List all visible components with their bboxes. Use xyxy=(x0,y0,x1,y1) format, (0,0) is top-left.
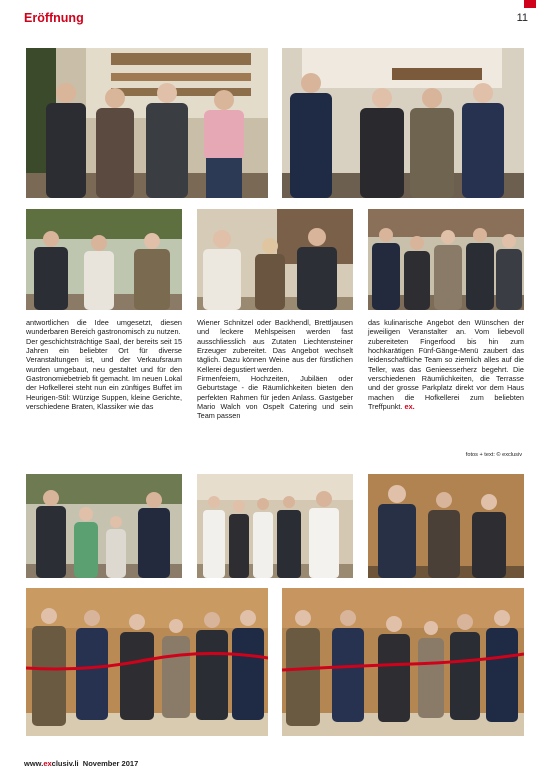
article-col1-paragraph-1: antwortlichen die Idee umgesetzt, diesen wunderbaren Bereich gastronomisch zu nutzen. xyxy=(26,318,182,337)
photo-three-guests-wood xyxy=(368,474,524,578)
article-col2-paragraph-2: Firmenfeiern, Hochzeiten, Jubiläen oder Geburtstage - die Räumlichkeiten bieten den perfekten Rahmen für jeden Anlass. Gastgeber Mario Walch von Ospelt Catering und sein Team passen xyxy=(197,374,353,421)
footer-url-prefix: www. xyxy=(24,759,44,768)
article-col3-paragraph-1 xyxy=(368,318,524,411)
page-corner-marker xyxy=(524,0,536,8)
article-column-2 xyxy=(197,318,353,421)
photo-group-four-people xyxy=(26,48,268,198)
photo-credit: fotos + text: © exclusiv xyxy=(465,452,522,458)
article-col3-text: das kulinarische Angebot den Wünschen der jeweiligen Veranstalter an. Vom liebevoll zubereiteten Fingerfood bis hin zum hochkarätigen Fünf-Gänge-Menü zaubert das leidenschaftliche Team so ziemlich alles auf die Teller, was das Genieesserherz begehrt. Die verschiedenen Räumlichkeiten, die Terrasse und der grosse Parkplatz direkt vor dem Haus machen die Hofkellerei zum beliebten Treffpunkt. xyxy=(368,318,524,412)
photo-five-guests-bar xyxy=(368,209,524,310)
photo-ribbon-cutting-left xyxy=(26,588,268,736)
article-col1-paragraph-2: Der geschichtsträchtige Saal, der bereits seit 15 Jahren ein beliebter Ort für diverse Veranstaltungen ist, und der Verkaufsraum wurden umgebaut, neu gestaltet und für den Gastronomiebetrieb fit gemacht. Im neuen Lokal der Hofkellerei steht nun ein zünftiges Buffet im Heurigen-Stil: Würzige Suppen, kleine Gerichte, verschiedene Braten, Klassiker wie das xyxy=(26,336,182,412)
photo-three-guests-garden xyxy=(26,209,182,310)
photo-group-five-men xyxy=(282,48,524,198)
article-col2-paragraph-1: Wiener Schnitzel oder Backhendl, Brettljausen und leckere Mehlspeisen werden fast ausschliesslich aus Zutaten Liechtensteiner Erzeuger zubereitet. Das Angebot wechselt täglich. Dazu können Weine aus der fürstlichen Kellerei degustiert werden. xyxy=(197,318,353,374)
photo-catering-team xyxy=(197,474,353,578)
article-column-3 xyxy=(368,318,524,411)
photo-three-guests-hall xyxy=(197,209,353,310)
article-column-1 xyxy=(26,318,182,411)
section-title: Eröffnung xyxy=(24,11,84,25)
article-end-mark: ex. xyxy=(404,402,415,412)
footer xyxy=(24,759,138,768)
photo-ribbon-cutting-right xyxy=(282,588,524,736)
footer-issue: November 2017 xyxy=(82,759,139,768)
photo-guests-with-children xyxy=(26,474,182,578)
page-number: 11 xyxy=(516,12,528,24)
footer-url-suffix: clusiv.li xyxy=(51,759,79,768)
footer-url-brand: ex xyxy=(43,759,52,768)
